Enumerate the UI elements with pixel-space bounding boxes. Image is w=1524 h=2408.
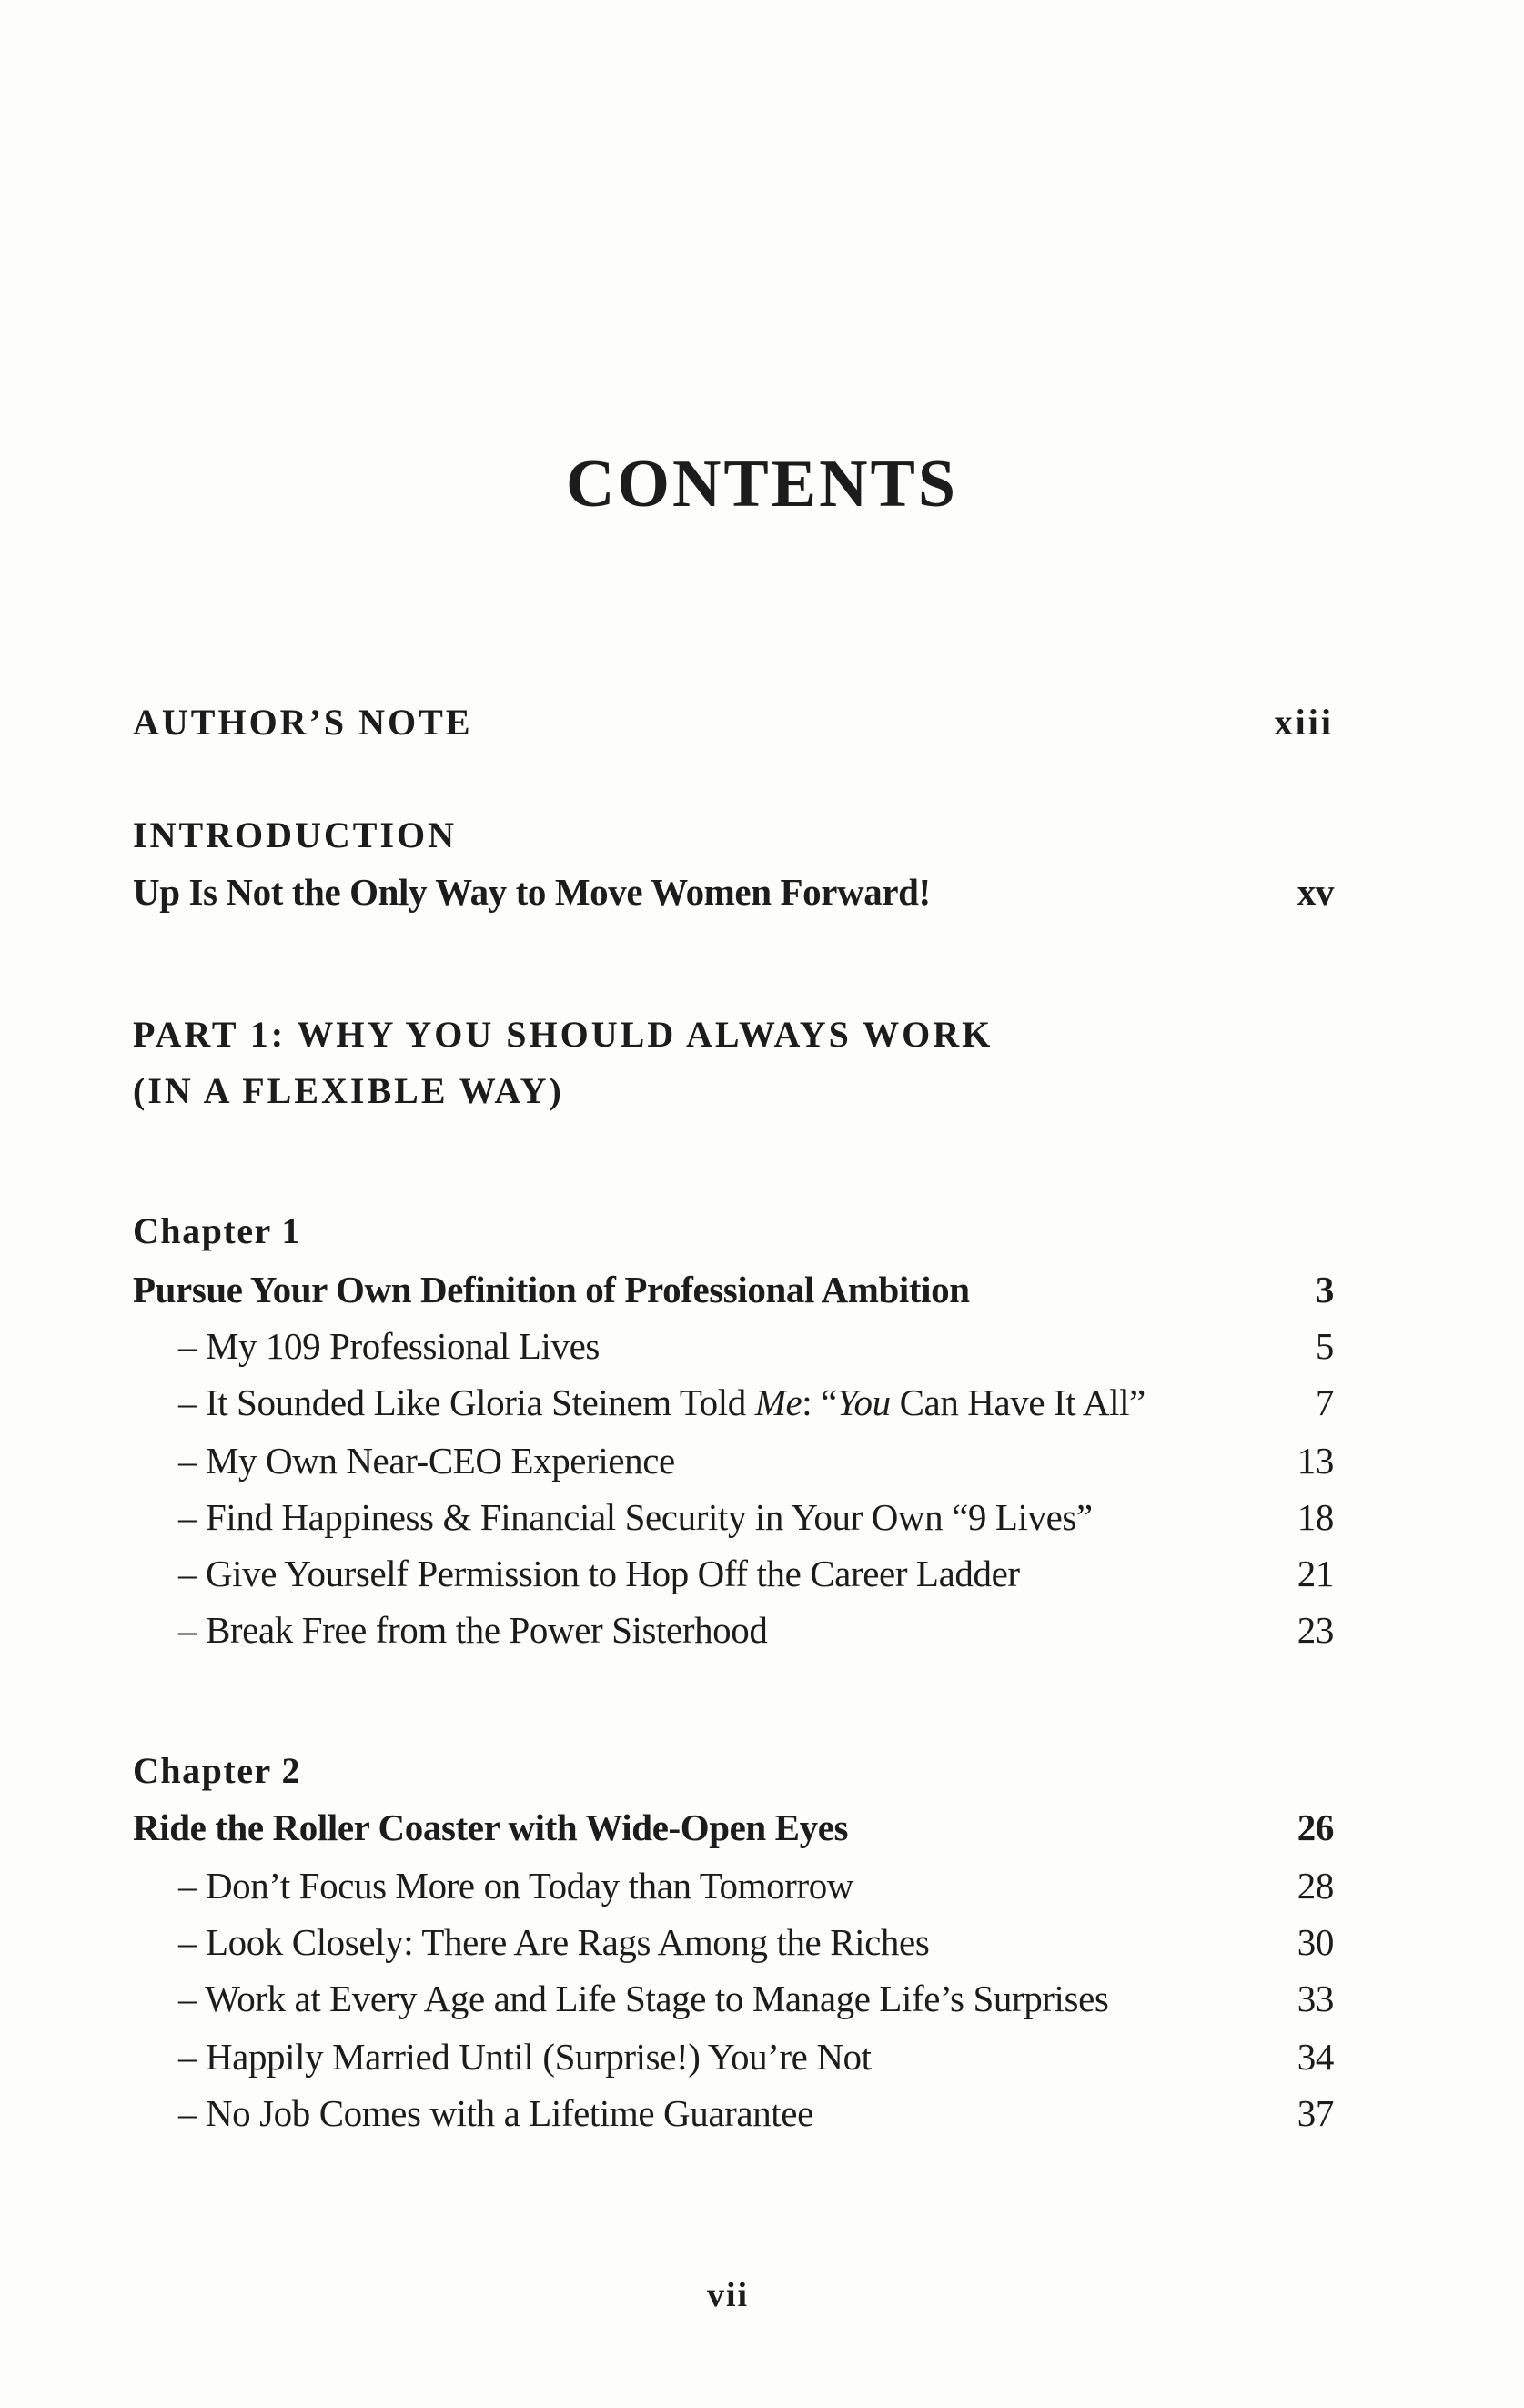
title-emphasis: Me <box>754 1381 802 1423</box>
chapter-title: Pursue Your Own Definition of Professional Ambition <box>133 1269 970 1310</box>
toc-entry-chapter-2 <box>133 1799 1334 1856</box>
page-number: 28 <box>1297 1865 1334 1907</box>
toc-heading-introduction <box>133 807 1334 864</box>
chapter-title: Ride the Roller Coaster with Wide-Open Eyes <box>133 1806 849 1848</box>
toc-section <box>178 1545 1334 1602</box>
page-number: 7 <box>1315 1381 1334 1423</box>
toc-entry-chapter-1 <box>133 1261 1334 1318</box>
section-title: – Don’t Focus More on Today than Tomorrow <box>178 1865 854 1907</box>
page-number: 3 <box>1315 1269 1334 1310</box>
title-part: : “ <box>802 1381 837 1423</box>
section-title: – Break Free from the Power Sisterhood <box>178 1609 768 1651</box>
toc-section <box>178 1374 1334 1431</box>
page-number: 5 <box>1315 1325 1334 1367</box>
chapter-label <box>133 1743 1334 1799</box>
entry-label: INTRODUCTION <box>133 814 458 855</box>
page-folio: vii <box>706 2276 750 2314</box>
page-number: 18 <box>1297 1496 1334 1538</box>
page-number: 30 <box>1297 1921 1334 1963</box>
page-number: xiii <box>1274 702 1334 743</box>
section-title: – Work at Every Age and Life Stage to Manage Life’s Surprises <box>178 1978 1109 2019</box>
title-part: Can Have It All” <box>890 1381 1146 1423</box>
chapter-label <box>133 1203 1334 1260</box>
toc-section <box>178 1970 1334 2027</box>
section-title: – My 109 Professional Lives <box>178 1325 600 1367</box>
page-number: 37 <box>1297 2092 1334 2134</box>
entry-label: AUTHOR’S NOTE <box>133 702 473 743</box>
toc-section <box>178 1914 1334 1970</box>
entry-title: Up Is Not the Only Way to Move Women Forward! <box>133 871 931 913</box>
section-title: – My Own Near-CEO Experience <box>178 1440 675 1482</box>
toc-section <box>178 1318 1334 1374</box>
part-subtitle: (IN A FLEXIBLE WAY) <box>133 1070 564 1111</box>
section-title: – Look Closely: There Are Rags Among the Riches <box>178 1921 930 1963</box>
page-number: 13 <box>1297 1440 1334 1482</box>
section-title: – Happily Married Until (Surprise!) You’re Not <box>178 2036 872 2078</box>
toc-section <box>178 1602 1334 1658</box>
page-title: CONTENTS <box>565 447 959 521</box>
page-number: 33 <box>1297 1978 1334 2019</box>
section-title: – Give Yourself Permission to Hop Off the Career Ladder <box>178 1553 1020 1594</box>
page-number: 23 <box>1297 1609 1334 1651</box>
page-number: xv <box>1297 871 1334 913</box>
toc-section <box>178 1489 1334 1545</box>
title-part: – It Sounded Like Gloria Steinem Told <box>178 1381 755 1423</box>
chapter-number: Chapter 2 <box>133 1750 301 1791</box>
part-heading-line2 <box>133 1063 1334 1119</box>
chapter-number: Chapter 1 <box>133 1210 301 1251</box>
section-title <box>178 1381 1146 1423</box>
page-number: 34 <box>1297 2036 1334 2078</box>
toc-entry-authors-note <box>133 694 1334 751</box>
section-title: – No Job Comes with a Lifetime Guarantee <box>178 2092 813 2134</box>
toc-section <box>178 2085 1334 2141</box>
part-title: PART 1: WHY YOU SHOULD ALWAYS WORK <box>133 1014 994 1055</box>
toc-section <box>178 1432 1334 1489</box>
toc-section <box>178 1857 1334 1914</box>
page-number: 26 <box>1297 1806 1334 1848</box>
toc-section <box>178 2029 1334 2085</box>
toc-entry-introduction <box>133 864 1334 920</box>
page-number: 21 <box>1297 1553 1334 1594</box>
part-heading-line1 <box>133 1007 1334 1063</box>
section-title: – Find Happiness & Financial Security in Your Own “9 Lives” <box>178 1496 1093 1538</box>
title-emphasis: You <box>836 1381 891 1423</box>
